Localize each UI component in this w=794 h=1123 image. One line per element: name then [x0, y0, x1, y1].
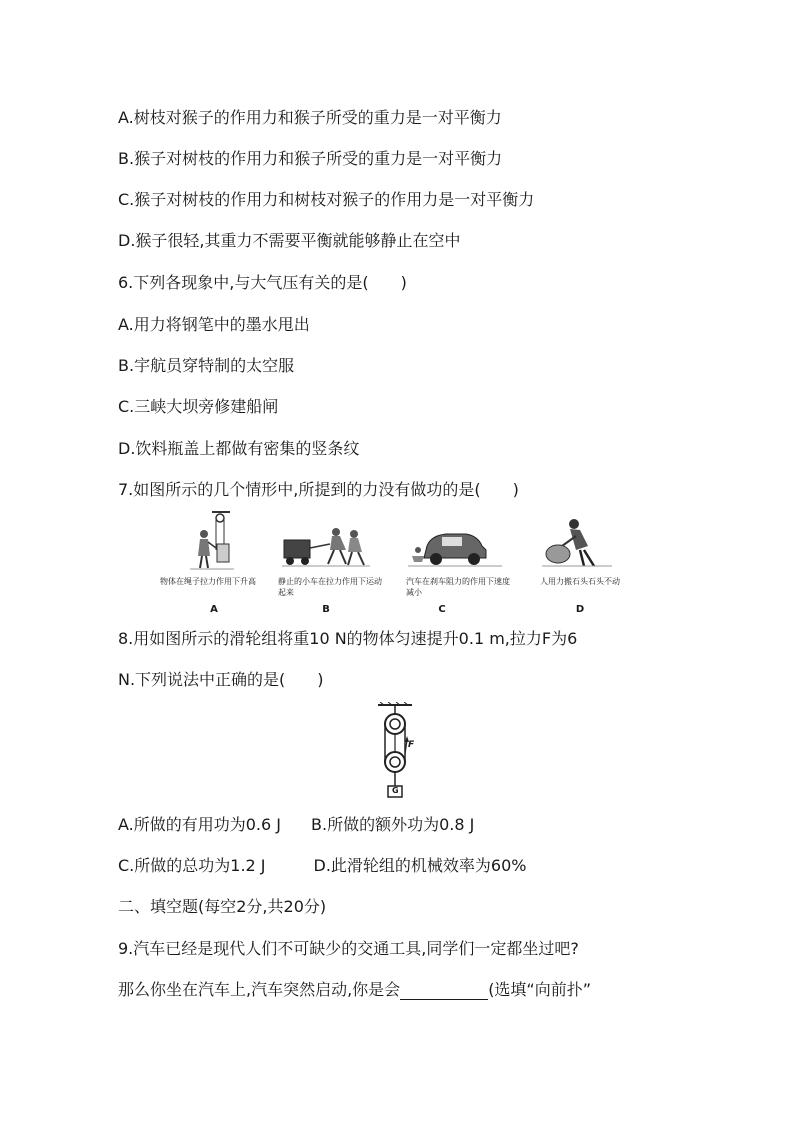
q6-option-c: C.三峡大坝旁修建船闸 — [118, 397, 279, 416]
q8-options-cd — [118, 856, 527, 876]
q8-stem-line1: 8.用如图所示的滑轮组将重10 N的物体匀速提升0.1 m,拉力F为6 — [118, 629, 578, 648]
q5-option-c: C.猴子对树枝的作用力和树枝对猴子的作用力是一对平衡力 — [118, 190, 535, 209]
q6-option-d: D.饮料瓶盖上都做有密集的竖条纹 — [118, 439, 360, 458]
q9-line2-before: 那么你坐在汽车上,汽车突然启动,你是会 — [118, 980, 401, 999]
q8-option-c: C.所做的总功为1.2 J — [118, 856, 266, 875]
q6-stem: 6.下列各现象中,与大气压有关的是( ) — [118, 273, 407, 292]
q5-option-a: A.树枝对猴子的作用力和猴子所受的重力是一对平衡力 — [118, 108, 502, 127]
q7-caption-b: 静止的小车在拉力作用下运动起来 — [278, 577, 382, 597]
q7-letter-c: C — [438, 604, 446, 615]
q5-option-b: B.猴子对树枝的作用力和猴子所受的重力是一对平衡力 — [118, 149, 503, 168]
q7-caption-c: 汽车在刹车阻力的作用下速度减小 — [406, 577, 510, 597]
q5-option-d: D.猴子很轻,其重力不需要平衡就能够静止在空中 — [118, 231, 461, 250]
pulley-figure — [372, 702, 422, 800]
q8-option-b: B.所做的额外功为0.8 J — [311, 815, 475, 834]
q7-figure — [150, 510, 650, 620]
q8-option-a: A.所做的有用功为0.6 J — [118, 815, 282, 834]
q9-line1: 9.汽车已经是现代人们不可缺少的交通工具,同学们一定都坐过吧? — [118, 939, 579, 958]
q6-option-b: B.宇航员穿特制的太空服 — [118, 356, 295, 375]
car-braking-illustration — [406, 510, 506, 572]
push-rock-illustration — [540, 510, 630, 572]
q7-panel-b — [278, 510, 398, 620]
q9-line2-after: (选填“向前扑” — [488, 980, 592, 999]
q7-panel-a — [160, 510, 280, 620]
q7-stem: 7.如图所示的几个情形中,所提到的力没有做功的是( ) — [118, 480, 519, 499]
q7-letter-a: A — [210, 604, 218, 615]
force-label: F — [408, 740, 415, 750]
weight-label: G — [392, 786, 399, 795]
q9-line2 — [118, 980, 591, 1000]
q7-letter-d: D — [575, 604, 585, 615]
q7-letter-b: B — [322, 604, 330, 615]
section-heading: 二、填空题(每空2分,共20分) — [118, 897, 327, 916]
q8-options-ab — [118, 815, 474, 835]
q7-caption-a: 物体在绳子拉力作用下升高 — [160, 577, 256, 586]
q8-option-d: D.此滑轮组的机械效率为60% — [313, 856, 527, 875]
q7-panel-c — [406, 510, 526, 620]
q7-caption-d: 人用力搬石头石头不动 — [540, 577, 620, 586]
q6-option-a: A.用力将钢笔中的墨水甩出 — [118, 315, 310, 334]
q7-panel-d — [540, 510, 660, 620]
answer-blank[interactable] — [400, 983, 488, 1000]
cart-pull-illustration — [278, 510, 378, 572]
q8-stem-line2: N.下列说法中正确的是( ) — [118, 670, 324, 689]
rope-lift-illustration — [160, 510, 240, 572]
